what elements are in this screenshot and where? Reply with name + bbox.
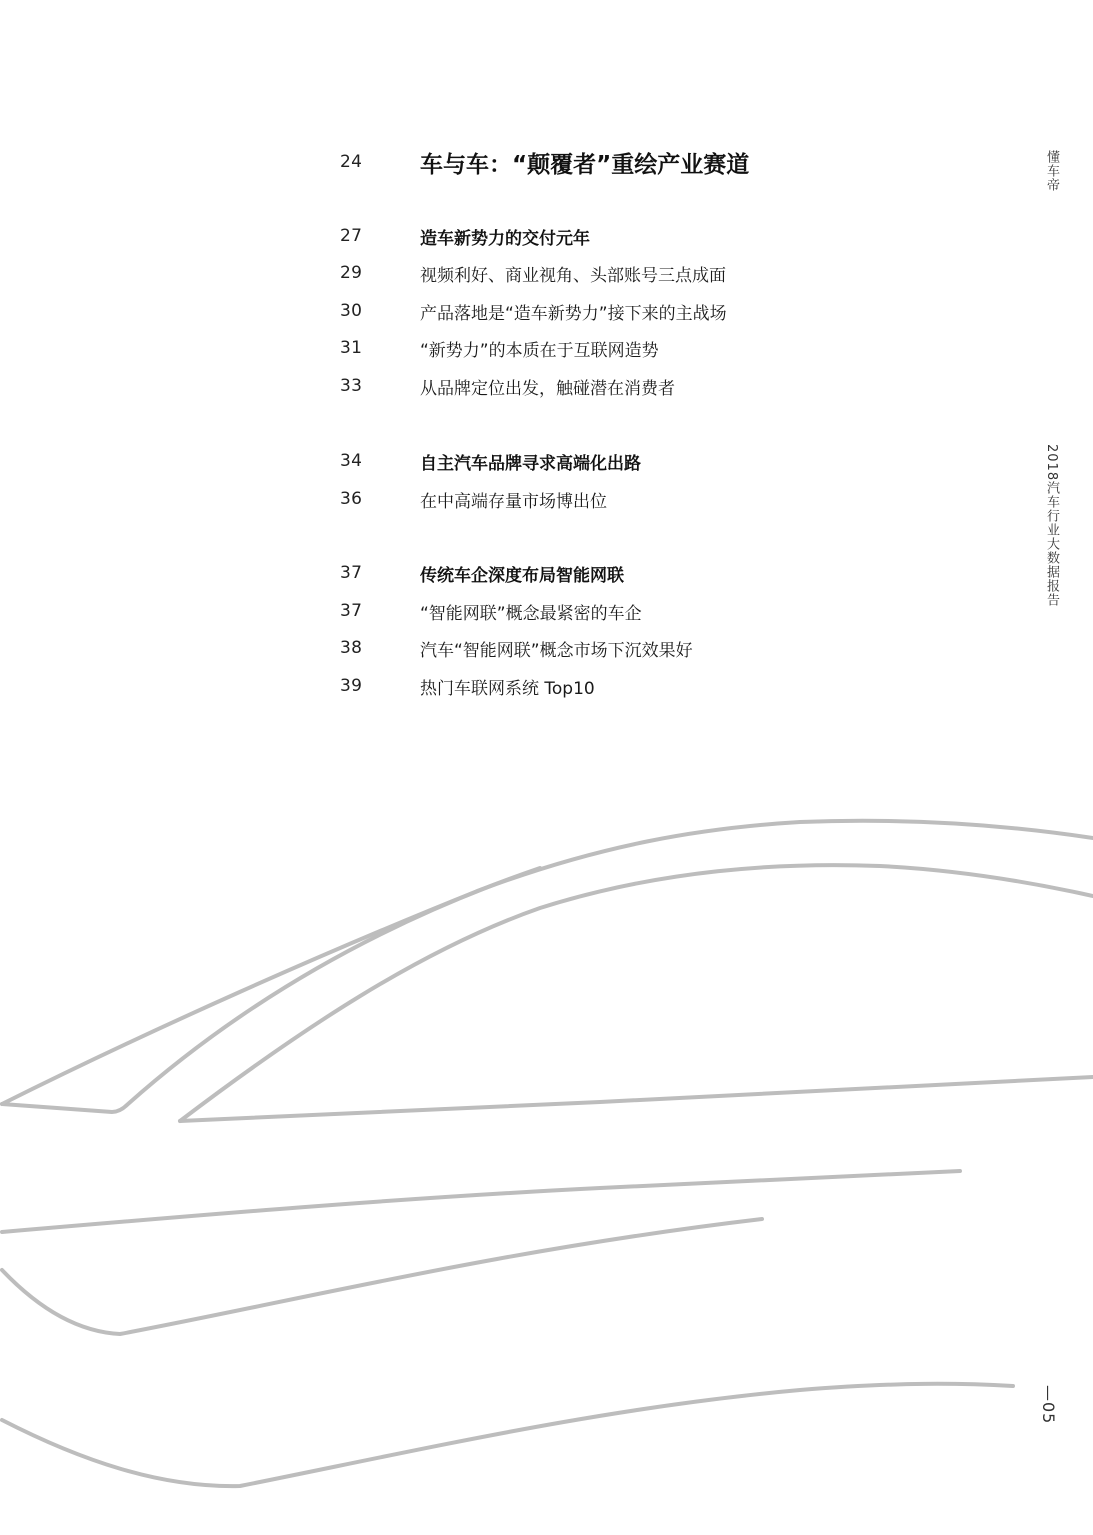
report-title: 2018汽车行业大数据报告: [1044, 444, 1059, 608]
toc-entry[interactable]: [340, 596, 642, 626]
toc-item-title: 汽车“智能网联”概念市场下沉效果好: [420, 640, 693, 661]
car-windshield-line: [2, 868, 540, 1112]
toc-page-number: 38: [340, 638, 363, 658]
toc-page-number: 37: [340, 563, 363, 583]
toc-section-title: 造车新势力的交付元年: [420, 228, 590, 249]
toc-section-title: 传统车企深度布局智能网联: [420, 565, 624, 586]
toc-entry[interactable]: [340, 371, 675, 401]
car-door-crease: [2, 1219, 762, 1334]
toc-page-number: 24: [340, 152, 363, 172]
toc-item-title: 视频利好、商业视角、头部账号三点成面: [420, 265, 726, 286]
car-sill-line: [2, 1384, 1013, 1486]
toc-page-number: 37: [340, 601, 363, 621]
toc-page-number: 31: [340, 338, 363, 358]
toc-page-number: 30: [340, 301, 363, 321]
toc-entry[interactable]: [340, 333, 659, 363]
toc-page-number: 36: [340, 489, 363, 509]
toc-page-number: 33: [340, 376, 363, 396]
brand-logo-text: 懂车帝: [1044, 150, 1059, 192]
toc-entry[interactable]: [340, 558, 624, 588]
toc-entry[interactable]: [340, 484, 607, 514]
toc-page-number: 34: [340, 451, 363, 471]
toc-section-title: 自主汽车品牌寻求高端化出路: [420, 453, 641, 474]
toc-entry[interactable]: [340, 147, 749, 177]
toc-entry[interactable]: [340, 633, 693, 663]
car-shoulder-line: [2, 1171, 960, 1232]
toc-item-title: 热门车联网系统 Top10: [420, 678, 595, 699]
toc-chapter-title: 车与车：“颠覆者”重绘产业赛道: [420, 151, 750, 178]
toc-page-number: 29: [340, 263, 363, 283]
toc-item-title: 从品牌定位出发，触碰潜在消费者: [420, 378, 675, 399]
toc-entry[interactable]: [340, 221, 590, 251]
toc-item-title: “新势力”的本质在于互联网造势: [420, 340, 659, 361]
car-roof-line: [2, 821, 1093, 1104]
car-belt-line: [180, 1077, 1093, 1121]
toc-entry[interactable]: [340, 296, 727, 326]
toc-item-title: 产品落地是“造车新势力”接下来的主战场: [420, 303, 727, 324]
toc-entry[interactable]: [340, 446, 641, 476]
page-number: —05: [1039, 1385, 1058, 1425]
toc-page-number: 39: [340, 676, 363, 696]
toc-entry[interactable]: [340, 258, 726, 288]
toc-item-title: “智能网联”概念最紧密的车企: [420, 603, 642, 624]
toc-page-number: 27: [340, 226, 363, 246]
toc-item-title: 在中高端存量市场博出位: [420, 491, 607, 512]
toc-entry[interactable]: [340, 671, 595, 701]
